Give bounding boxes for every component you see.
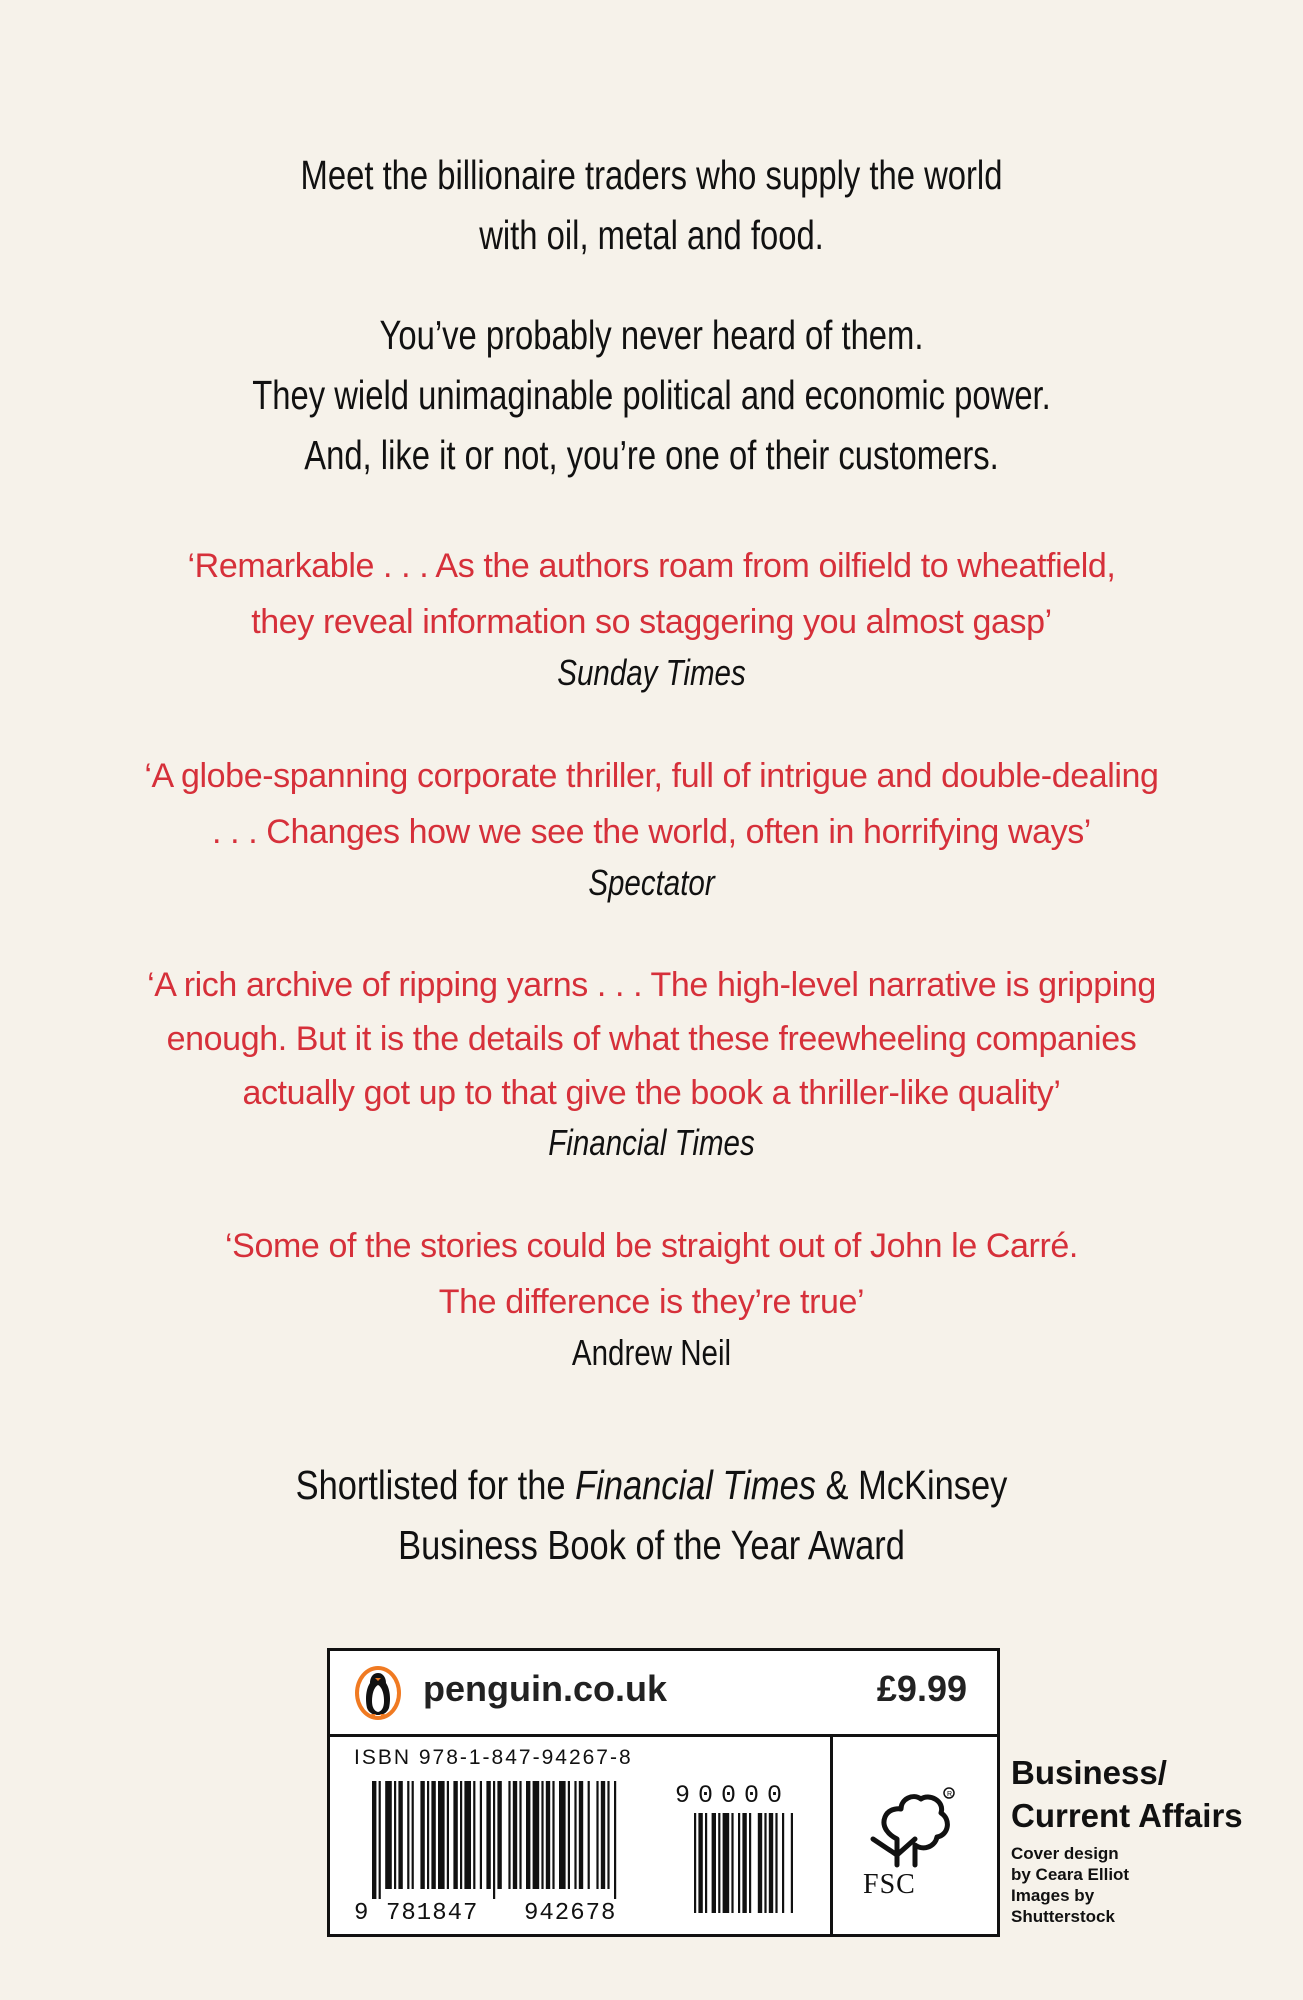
publisher-row bbox=[330, 1651, 997, 1737]
supplement-bar bbox=[791, 1813, 793, 1913]
barcode-bar bbox=[385, 1781, 392, 1889]
supplement-bar bbox=[758, 1813, 762, 1913]
box-divider bbox=[830, 1734, 833, 1934]
credit-line: Shutterstock bbox=[1011, 1907, 1115, 1926]
barcode-bar bbox=[431, 1781, 435, 1889]
quote-line: The difference is they’re true’ bbox=[438, 1283, 865, 1321]
fsc-label: FSC bbox=[863, 1869, 916, 1900]
barcode-bar bbox=[607, 1781, 609, 1889]
blurb-line: with oil, metal and food. bbox=[479, 212, 824, 258]
barcode-bar bbox=[420, 1781, 424, 1889]
book-category bbox=[1011, 1751, 1243, 1837]
barcode-bar bbox=[407, 1781, 409, 1889]
barcode-bar bbox=[579, 1781, 583, 1889]
price: £9.99 bbox=[876, 1668, 967, 1709]
quote-line: they reveal information so staggering you almost gasp’ bbox=[251, 603, 1052, 641]
penguin-logo-icon bbox=[353, 1664, 403, 1722]
supplement-bar bbox=[712, 1813, 716, 1913]
supplement-bar bbox=[731, 1813, 733, 1913]
barcode-bar bbox=[394, 1781, 396, 1889]
quote-line: ‘A rich archive of ripping yarns . . . The high-level narrative is gripping bbox=[147, 966, 1156, 1004]
blurb-hook bbox=[0, 305, 1303, 485]
barcode-bar bbox=[486, 1781, 490, 1889]
barcode-bar bbox=[508, 1781, 510, 1889]
category-line: Current Affairs bbox=[1011, 1797, 1243, 1834]
barcode-bar bbox=[552, 1781, 554, 1889]
barcode-bar bbox=[533, 1781, 540, 1889]
barcode-bar bbox=[601, 1781, 605, 1889]
quote-source: Sunday Times bbox=[557, 652, 746, 693]
barcode-bar bbox=[568, 1781, 570, 1889]
supplement-bar bbox=[705, 1813, 707, 1913]
barcode-bar bbox=[398, 1781, 402, 1889]
blurb-intro bbox=[0, 145, 1303, 265]
credit-line: Images by bbox=[1011, 1886, 1095, 1905]
barcode-bar bbox=[372, 1781, 376, 1899]
barcode-bar bbox=[513, 1781, 517, 1889]
cover-credits bbox=[1011, 1843, 1129, 1927]
isbn: ISBN 978-1-847-94267-8 bbox=[354, 1746, 633, 1769]
barcode-digits: 942678 bbox=[524, 1900, 617, 1923]
award-note bbox=[0, 1455, 1303, 1575]
credit-line: by Ceara Elliot bbox=[1011, 1865, 1130, 1884]
quote-line: . . . Changes how we see the world, often in horrifying ways’ bbox=[212, 813, 1091, 851]
barcode-bar bbox=[574, 1781, 576, 1889]
quote-line: ‘A globe-spanning corporate thriller, full of intrigue and double-dealing bbox=[144, 757, 1159, 795]
barcode-bar bbox=[473, 1781, 475, 1889]
blurb-line: You’ve probably never heard of them. bbox=[379, 312, 924, 358]
award-text: Shortlisted for the bbox=[295, 1462, 576, 1508]
barcode-bar bbox=[526, 1781, 530, 1889]
barcode-bar bbox=[588, 1781, 590, 1889]
barcode-bar bbox=[614, 1781, 616, 1899]
barcode-bar bbox=[480, 1781, 482, 1889]
barcode-bar bbox=[447, 1781, 449, 1889]
barcode-supplement-number: 90000 bbox=[675, 1781, 791, 1810]
blurb-line: Meet the billionaire traders who supply the world bbox=[300, 152, 1003, 198]
barcode-bar bbox=[493, 1781, 495, 1899]
supplement-bar bbox=[723, 1813, 730, 1913]
barcode-digits: 781847 bbox=[386, 1900, 479, 1923]
review-quote bbox=[0, 538, 1303, 696]
quote-source: Andrew Neil bbox=[571, 1332, 732, 1373]
supplement-bar bbox=[718, 1813, 720, 1913]
award-publication: Financial Times bbox=[575, 1462, 816, 1508]
credit-line: Cover design bbox=[1011, 1844, 1119, 1863]
barcode-bar bbox=[427, 1781, 429, 1889]
barcode-bar bbox=[412, 1781, 414, 1889]
quote-line: ‘Remarkable . . . As the authors roam from oilfield to wheatfield, bbox=[187, 547, 1116, 585]
barcode-box bbox=[327, 1648, 1000, 1937]
supplement-bar bbox=[775, 1813, 777, 1913]
award-line-2: Business Book of the Year Award bbox=[398, 1522, 905, 1568]
quote-line: enough. But it is the details of what these freewheeling companies bbox=[166, 1020, 1137, 1058]
barcode-bar bbox=[519, 1781, 521, 1889]
quote-source: Spectator bbox=[588, 862, 715, 903]
supplement-bar bbox=[764, 1813, 766, 1913]
publisher-website: penguin.co.uk bbox=[423, 1668, 668, 1709]
supplement-bar bbox=[749, 1813, 751, 1913]
barcode-bar bbox=[379, 1781, 381, 1899]
supplement-bar bbox=[782, 1813, 784, 1913]
quote-line: ‘Some of the stories could be straight out of John le Carré. bbox=[225, 1227, 1078, 1265]
supplement-bar bbox=[698, 1813, 702, 1913]
barcode-bar bbox=[541, 1781, 543, 1889]
supplement-bar bbox=[738, 1813, 740, 1913]
supplement-bar bbox=[694, 1813, 696, 1913]
barcode-bar bbox=[464, 1781, 471, 1889]
barcode-bar bbox=[559, 1781, 566, 1889]
quote-line: actually got up to that give the book a thriller-like quality’ bbox=[242, 1074, 1061, 1112]
review-quote bbox=[0, 1218, 1303, 1376]
quote-source: Financial Times bbox=[548, 1122, 755, 1163]
award-line-1 bbox=[104, 1455, 1199, 1515]
barcode-bar bbox=[460, 1781, 462, 1889]
barcode-bar bbox=[546, 1781, 550, 1889]
blurb-line: And, like it or not, you’re one of their customers. bbox=[304, 432, 999, 478]
award-text: & McKinsey bbox=[815, 1462, 1008, 1508]
barcode-bar bbox=[453, 1781, 457, 1889]
review-quote bbox=[0, 748, 1303, 906]
supplement-bar bbox=[769, 1813, 773, 1913]
barcode-digits: 9 bbox=[354, 1900, 370, 1923]
barcode-bar bbox=[596, 1781, 598, 1889]
blurb-line: They wield unimaginable political and economic power. bbox=[252, 372, 1051, 418]
svg-text:R: R bbox=[947, 1791, 953, 1798]
category-line: Business/ bbox=[1011, 1754, 1167, 1791]
supplement-bar bbox=[742, 1813, 746, 1913]
barcode-bar bbox=[497, 1781, 501, 1889]
barcode-bar bbox=[438, 1781, 445, 1889]
review-quote bbox=[0, 958, 1303, 1166]
